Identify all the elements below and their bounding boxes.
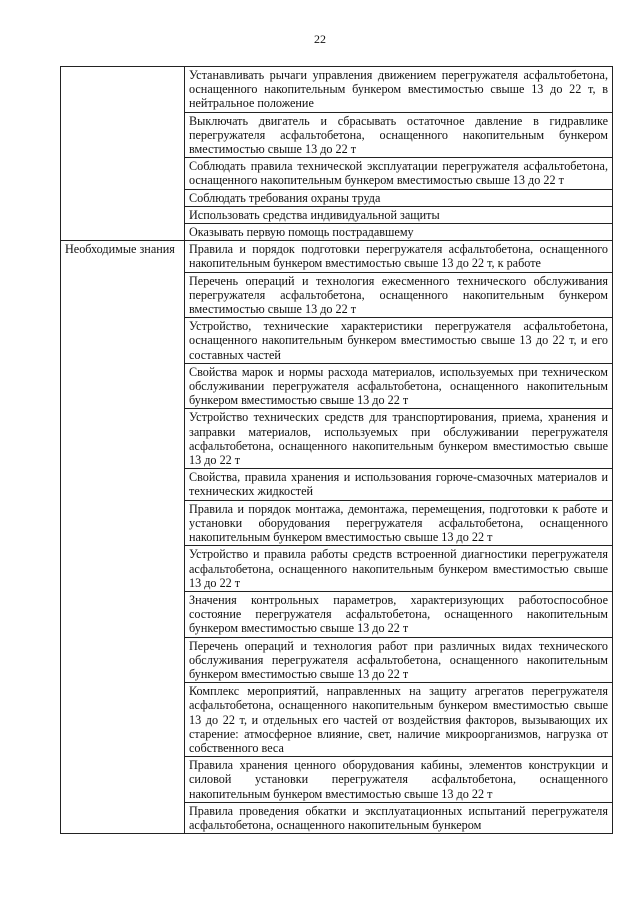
table-row: [61, 241, 613, 272]
knowledge-item: Правила хранения ценного оборудования кабины, элементов конструкции и силовой установки перегружателя асфальтобетона, оснащенного накопительным бункером вместимостью свыше 13 до 22 т: [185, 757, 613, 803]
knowledge-item: Устройство, технические характеристики перегружателя асфальтобетона, оснащенного накопительным бункером вместимостью свыше 13 до 22 т, и его составных частей: [185, 318, 613, 364]
requirements-table: [60, 66, 613, 834]
skill-item: Соблюдать требования охраны труда: [185, 189, 613, 206]
knowledge-item: Перечень операций и технология работ при различных видах технического обслуживания перегружателя асфальтобетона, оснащенного накопительным бункером вместимостью свыше 13 до 22 т: [185, 637, 613, 683]
skill-item: Оказывать первую помощь пострадавшему: [185, 224, 613, 241]
knowledge-item: Правила и порядок монтажа, демонтажа, перемещения, подготовки к работе и установки оборудования перегружателя асфальтобетона, оснащенного накопительным бункером вместимостью свыше 13 до 22 т: [185, 500, 613, 546]
skill-item: Выключать двигатель и сбрасывать остаточное давление в гидравлике перегружателя асфальтобетона, оснащенного накопительным бункером вместимостью свыше 13 до 22 т: [185, 112, 613, 158]
knowledge-item: Значения контрольных параметров, характеризующих работоспособное состояние перегружателя асфальтобетона, оснащенного накопительным бункером вместимостью свыше 13 до 22 т: [185, 591, 613, 637]
skill-item: Использовать средства индивидуальной защиты: [185, 206, 613, 223]
empty-label-cell: [61, 67, 185, 241]
knowledge-item: Правила и порядок подготовки перегружателя асфальтобетона, оснащенного накопительным бункером вместимостью свыше 13 до 22 т, к работе: [185, 241, 613, 272]
page-number: 22: [314, 32, 326, 46]
knowledge-item: Устройство технических средств для транспортирования, приема, хранения и заправки материалов, используемых при обслуживании перегружателя асфальтобетона, оснащенного накопительным бункером вместимостью свыше 13 до 22 т: [185, 409, 613, 469]
table-row: [61, 67, 613, 113]
skill-item: Устанавливать рычаги управления движением перегружателя асфальтобетона, оснащенного накопительным бункером вместимостью свыше 13 до 22 т, в нейтральное положение: [185, 67, 613, 113]
knowledge-item: Свойства марок и нормы расхода материалов, используемых при техническом обслуживании перегружателя асфальтобетона, оснащенного накопительным бункером вместимостью свыше 13 до 22 т: [185, 363, 613, 409]
knowledge-item: Свойства, правила хранения и использования горюче-смазочных материалов и технических жидкостей: [185, 469, 613, 500]
knowledge-item: Комплекс мероприятий, направленных на защиту агрегатов перегружателя асфальтобетона, оснащенного накопительным бункером вместимостью свыше 13 до 22 т, и отдельных его частей от воздействия факторов, вызывающих их старение: атмосферное влияние, свет, наличие микроорганизмов, нагрузка от собственного веса: [185, 683, 613, 757]
knowledge-label: Необходимые знания: [61, 241, 185, 834]
knowledge-item: Перечень операций и технология ежесменного технического обслуживания перегружателя асфальтобетона, оснащенного накопительным бункером вместимостью свыше 13 до 22 т: [185, 272, 613, 318]
skill-item: Соблюдать правила технической эксплуатации перегружателя асфальтобетона, оснащенного накопительным бункером вместимостью свыше 13 до 22 т: [185, 158, 613, 189]
knowledge-item: Правила проведения обкатки и эксплуатационных испытаний перегружателя асфальтобетона, оснащенного накопительным бункером: [185, 802, 613, 833]
knowledge-item: Устройство и правила работы средств встроенной диагностики перегружателя асфальтобетона, оснащенного накопительным бункером вместимостью свыше 13 до 22 т: [185, 546, 613, 592]
